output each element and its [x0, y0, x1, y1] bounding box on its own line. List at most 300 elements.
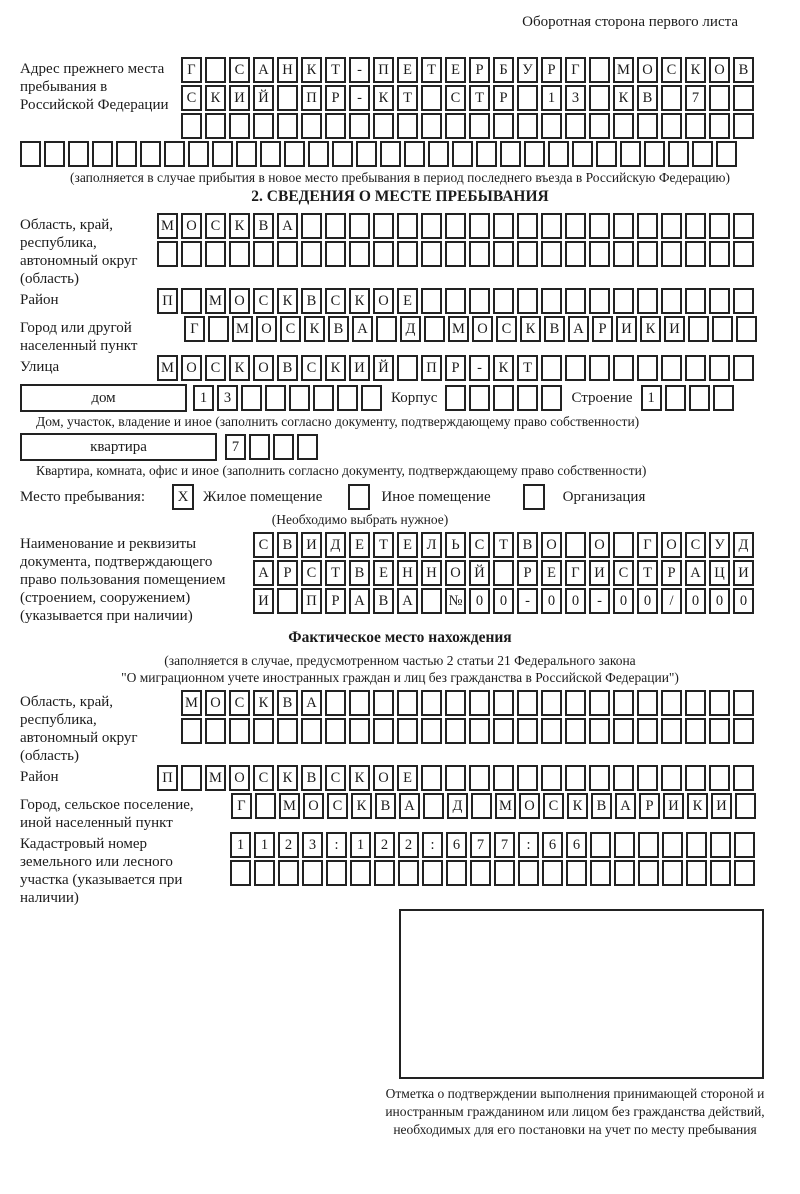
char-cell[interactable] [668, 141, 689, 167]
char-cell[interactable] [445, 718, 466, 744]
char-cell[interactable]: В [277, 355, 298, 381]
char-cell[interactable]: С [205, 355, 226, 381]
char-cell[interactable] [308, 141, 329, 167]
char-cell[interactable] [662, 860, 683, 886]
char-cell[interactable] [302, 860, 323, 886]
char-cell[interactable]: С [253, 532, 274, 558]
char-cell[interactable] [325, 241, 346, 267]
char-cell[interactable]: С [685, 532, 706, 558]
char-cell[interactable]: К [520, 316, 541, 342]
char-cell[interactable]: - [517, 588, 538, 614]
char-cell[interactable] [374, 860, 395, 886]
char-cell[interactable]: О [181, 355, 202, 381]
char-cell[interactable] [181, 765, 202, 791]
char-cell[interactable]: 7 [470, 832, 491, 858]
char-cell[interactable] [349, 241, 370, 267]
char-cell[interactable]: В [277, 690, 298, 716]
char-cell[interactable]: 0 [733, 588, 754, 614]
char-cell[interactable]: С [229, 690, 250, 716]
char-cell[interactable] [620, 141, 641, 167]
char-cell[interactable]: Н [397, 560, 418, 586]
char-cell[interactable] [685, 213, 706, 239]
char-cell[interactable]: К [613, 85, 634, 111]
char-cell[interactable] [397, 718, 418, 744]
char-cell[interactable]: 3 [565, 85, 586, 111]
char-cell[interactable]: К [373, 85, 394, 111]
char-cell[interactable]: 7 [685, 85, 706, 111]
char-cell[interactable] [709, 765, 730, 791]
char-cell[interactable] [589, 288, 610, 314]
char-cell[interactable]: : [326, 832, 347, 858]
char-cell[interactable] [692, 141, 713, 167]
char-cell[interactable]: Г [565, 560, 586, 586]
char-cell[interactable] [493, 718, 514, 744]
char-cell[interactable]: А [253, 560, 274, 586]
char-cell[interactable]: И [664, 316, 685, 342]
char-cell[interactable]: П [301, 85, 322, 111]
char-cell[interactable]: М [181, 690, 202, 716]
char-cell[interactable] [421, 241, 442, 267]
residence-checkbox-residential[interactable]: X [172, 484, 194, 510]
char-cell[interactable] [470, 860, 491, 886]
char-cell[interactable]: В [253, 213, 274, 239]
char-cell[interactable] [517, 113, 538, 139]
char-cell[interactable] [445, 241, 466, 267]
char-cell[interactable]: М [448, 316, 469, 342]
char-cell[interactable] [637, 241, 658, 267]
char-cell[interactable]: С [181, 85, 202, 111]
char-cell[interactable] [685, 355, 706, 381]
char-cell[interactable]: Й [469, 560, 490, 586]
char-cell[interactable] [565, 765, 586, 791]
char-cell[interactable] [398, 860, 419, 886]
char-cell[interactable] [493, 690, 514, 716]
char-cell[interactable]: И [616, 316, 637, 342]
char-cell[interactable] [188, 141, 209, 167]
char-cell[interactable] [445, 765, 466, 791]
char-cell[interactable] [686, 860, 707, 886]
char-cell[interactable] [373, 213, 394, 239]
char-cell[interactable]: О [256, 316, 277, 342]
char-cell[interactable] [614, 860, 635, 886]
char-cell[interactable] [500, 141, 521, 167]
char-cell[interactable] [236, 141, 257, 167]
char-cell[interactable]: С [661, 57, 682, 83]
char-cell[interactable]: Т [397, 85, 418, 111]
char-cell[interactable]: К [687, 793, 708, 819]
char-cell[interactable]: А [349, 588, 370, 614]
char-cell[interactable] [590, 832, 611, 858]
char-cell[interactable] [205, 113, 226, 139]
char-cell[interactable]: 1 [193, 385, 214, 411]
char-cell[interactable] [212, 141, 233, 167]
char-cell[interactable]: С [496, 316, 517, 342]
char-cell[interactable] [518, 860, 539, 886]
char-cell[interactable] [716, 141, 737, 167]
char-cell[interactable] [709, 690, 730, 716]
char-cell[interactable]: - [349, 85, 370, 111]
char-cell[interactable]: Т [469, 85, 490, 111]
char-cell[interactable]: Ь [445, 532, 466, 558]
char-cell[interactable] [517, 765, 538, 791]
char-cell[interactable]: И [589, 560, 610, 586]
char-cell[interactable] [662, 832, 683, 858]
char-cell[interactable]: А [352, 316, 373, 342]
char-cell[interactable]: 6 [566, 832, 587, 858]
char-cell[interactable] [565, 532, 586, 558]
char-cell[interactable]: В [544, 316, 565, 342]
char-cell[interactable] [325, 213, 346, 239]
char-cell[interactable] [517, 288, 538, 314]
char-cell[interactable] [373, 241, 394, 267]
char-cell[interactable] [685, 288, 706, 314]
char-cell[interactable]: 2 [278, 832, 299, 858]
char-cell[interactable] [277, 85, 298, 111]
char-cell[interactable]: Е [349, 532, 370, 558]
char-cell[interactable]: К [640, 316, 661, 342]
char-cell[interactable] [445, 385, 466, 411]
char-cell[interactable]: О [229, 288, 250, 314]
char-cell[interactable]: № [445, 588, 466, 614]
char-cell[interactable] [428, 141, 449, 167]
char-cell[interactable]: И [349, 355, 370, 381]
char-cell[interactable] [661, 355, 682, 381]
char-cell[interactable] [733, 113, 754, 139]
char-cell[interactable] [380, 141, 401, 167]
char-cell[interactable] [277, 588, 298, 614]
char-cell[interactable]: И [663, 793, 684, 819]
char-cell[interactable] [541, 241, 562, 267]
char-cell[interactable] [661, 718, 682, 744]
char-cell[interactable] [733, 288, 754, 314]
char-cell[interactable]: О [303, 793, 324, 819]
char-cell[interactable] [471, 793, 492, 819]
char-cell[interactable]: Б [493, 57, 514, 83]
char-cell[interactable] [205, 57, 226, 83]
char-cell[interactable] [637, 690, 658, 716]
char-cell[interactable]: А [615, 793, 636, 819]
char-cell[interactable] [301, 718, 322, 744]
char-cell[interactable]: П [421, 355, 442, 381]
char-cell[interactable]: С [253, 288, 274, 314]
char-cell[interactable]: Т [373, 532, 394, 558]
char-cell[interactable]: П [157, 765, 178, 791]
char-cell[interactable] [713, 385, 734, 411]
char-cell[interactable] [469, 690, 490, 716]
char-cell[interactable]: 0 [685, 588, 706, 614]
char-cell[interactable] [686, 832, 707, 858]
char-cell[interactable]: К [351, 793, 372, 819]
char-cell[interactable] [205, 241, 226, 267]
char-cell[interactable] [469, 113, 490, 139]
char-cell[interactable]: 0 [541, 588, 562, 614]
char-cell[interactable]: П [157, 288, 178, 314]
char-cell[interactable]: 7 [225, 434, 246, 460]
char-cell[interactable]: 1 [641, 385, 662, 411]
char-cell[interactable] [637, 113, 658, 139]
char-cell[interactable] [445, 288, 466, 314]
char-cell[interactable] [613, 355, 634, 381]
char-cell[interactable] [735, 793, 756, 819]
char-cell[interactable]: К [325, 355, 346, 381]
char-cell[interactable]: 0 [613, 588, 634, 614]
char-cell[interactable] [424, 316, 445, 342]
char-cell[interactable] [92, 141, 113, 167]
char-cell[interactable] [685, 690, 706, 716]
char-cell[interactable] [277, 113, 298, 139]
char-cell[interactable] [421, 85, 442, 111]
char-cell[interactable] [638, 860, 659, 886]
char-cell[interactable] [733, 718, 754, 744]
char-cell[interactable]: Р [592, 316, 613, 342]
char-cell[interactable] [689, 385, 710, 411]
char-cell[interactable] [613, 765, 634, 791]
char-cell[interactable] [589, 765, 610, 791]
char-cell[interactable]: С [229, 57, 250, 83]
char-cell[interactable]: Т [493, 532, 514, 558]
char-cell[interactable]: В [301, 765, 322, 791]
char-cell[interactable] [44, 141, 65, 167]
char-cell[interactable] [397, 241, 418, 267]
char-cell[interactable]: М [157, 355, 178, 381]
char-cell[interactable] [493, 213, 514, 239]
char-cell[interactable] [644, 141, 665, 167]
char-cell[interactable] [469, 241, 490, 267]
char-cell[interactable] [613, 213, 634, 239]
char-cell[interactable] [350, 860, 371, 886]
char-cell[interactable]: С [301, 355, 322, 381]
char-cell[interactable]: Е [397, 765, 418, 791]
char-cell[interactable]: Р [639, 793, 660, 819]
char-cell[interactable]: К [277, 288, 298, 314]
residence-checkbox-organization[interactable] [523, 484, 545, 510]
char-cell[interactable] [542, 860, 563, 886]
char-cell[interactable]: А [399, 793, 420, 819]
char-cell[interactable]: С [253, 765, 274, 791]
char-cell[interactable] [541, 718, 562, 744]
char-cell[interactable] [613, 690, 634, 716]
char-cell[interactable]: Н [421, 560, 442, 586]
char-cell[interactable]: Й [253, 85, 274, 111]
char-cell[interactable] [638, 832, 659, 858]
char-cell[interactable]: М [495, 793, 516, 819]
char-cell[interactable]: М [205, 765, 226, 791]
char-cell[interactable] [709, 85, 730, 111]
char-cell[interactable] [661, 113, 682, 139]
char-cell[interactable]: Н [277, 57, 298, 83]
char-cell[interactable] [517, 241, 538, 267]
char-cell[interactable]: Е [373, 560, 394, 586]
char-cell[interactable] [249, 434, 270, 460]
char-cell[interactable] [548, 141, 569, 167]
char-cell[interactable] [397, 690, 418, 716]
char-cell[interactable]: Р [517, 560, 538, 586]
char-cell[interactable]: К [567, 793, 588, 819]
char-cell[interactable] [349, 213, 370, 239]
char-cell[interactable]: И [253, 588, 274, 614]
char-cell[interactable] [349, 690, 370, 716]
char-cell[interactable] [665, 385, 686, 411]
char-cell[interactable] [277, 241, 298, 267]
char-cell[interactable]: Р [325, 85, 346, 111]
char-cell[interactable] [589, 113, 610, 139]
char-cell[interactable]: А [568, 316, 589, 342]
char-cell[interactable] [613, 113, 634, 139]
char-cell[interactable]: Г [637, 532, 658, 558]
char-cell[interactable] [572, 141, 593, 167]
char-cell[interactable] [541, 288, 562, 314]
char-cell[interactable] [733, 690, 754, 716]
char-cell[interactable]: - [349, 57, 370, 83]
char-cell[interactable]: П [373, 57, 394, 83]
char-cell[interactable]: К [205, 85, 226, 111]
char-cell[interactable]: К [229, 355, 250, 381]
char-cell[interactable] [709, 113, 730, 139]
char-cell[interactable] [733, 241, 754, 267]
char-cell[interactable] [421, 690, 442, 716]
char-cell[interactable]: С [469, 532, 490, 558]
char-cell[interactable] [709, 213, 730, 239]
char-cell[interactable]: 3 [302, 832, 323, 858]
char-cell[interactable] [589, 718, 610, 744]
char-cell[interactable] [373, 113, 394, 139]
char-cell[interactable]: О [709, 57, 730, 83]
char-cell[interactable]: С [280, 316, 301, 342]
char-cell[interactable] [253, 718, 274, 744]
char-cell[interactable]: Р [445, 355, 466, 381]
char-cell[interactable] [589, 213, 610, 239]
char-cell[interactable] [325, 113, 346, 139]
char-cell[interactable] [116, 141, 137, 167]
char-cell[interactable] [541, 355, 562, 381]
char-cell[interactable]: - [589, 588, 610, 614]
char-cell[interactable]: М [232, 316, 253, 342]
char-cell[interactable]: О [541, 532, 562, 558]
char-cell[interactable]: Р [325, 588, 346, 614]
char-cell[interactable] [493, 241, 514, 267]
char-cell[interactable]: К [349, 288, 370, 314]
char-cell[interactable]: Е [397, 288, 418, 314]
char-cell[interactable] [140, 141, 161, 167]
char-cell[interactable] [517, 718, 538, 744]
char-cell[interactable] [590, 860, 611, 886]
char-cell[interactable]: Д [400, 316, 421, 342]
char-cell[interactable]: О [181, 213, 202, 239]
char-cell[interactable] [613, 532, 634, 558]
char-cell[interactable]: Р [493, 85, 514, 111]
char-cell[interactable]: П [301, 588, 322, 614]
char-cell[interactable] [284, 141, 305, 167]
char-cell[interactable] [493, 113, 514, 139]
char-cell[interactable]: М [279, 793, 300, 819]
char-cell[interactable] [229, 113, 250, 139]
char-cell[interactable] [517, 690, 538, 716]
char-cell[interactable] [325, 690, 346, 716]
char-cell[interactable]: И [733, 560, 754, 586]
char-cell[interactable]: А [277, 213, 298, 239]
char-cell[interactable]: И [711, 793, 732, 819]
char-cell[interactable]: Т [421, 57, 442, 83]
char-cell[interactable]: 2 [374, 832, 395, 858]
char-cell[interactable] [709, 355, 730, 381]
char-cell[interactable]: Г [565, 57, 586, 83]
char-cell[interactable] [661, 690, 682, 716]
char-cell[interactable] [469, 288, 490, 314]
char-cell[interactable]: А [253, 57, 274, 83]
char-cell[interactable] [517, 85, 538, 111]
char-cell[interactable] [361, 385, 382, 411]
char-cell[interactable] [157, 241, 178, 267]
char-cell[interactable]: 6 [446, 832, 467, 858]
char-cell[interactable] [589, 355, 610, 381]
char-cell[interactable] [685, 718, 706, 744]
char-cell[interactable] [301, 113, 322, 139]
char-cell[interactable]: У [517, 57, 538, 83]
char-cell[interactable]: Д [733, 532, 754, 558]
char-cell[interactable]: / [661, 588, 682, 614]
char-cell[interactable]: Е [397, 57, 418, 83]
char-cell[interactable]: О [637, 57, 658, 83]
char-cell[interactable]: А [397, 588, 418, 614]
char-cell[interactable] [494, 860, 515, 886]
char-cell[interactable] [589, 690, 610, 716]
char-cell[interactable]: И [229, 85, 250, 111]
char-cell[interactable] [397, 355, 418, 381]
char-cell[interactable]: О [661, 532, 682, 558]
char-cell[interactable] [356, 141, 377, 167]
char-cell[interactable] [469, 213, 490, 239]
char-cell[interactable] [301, 213, 322, 239]
char-cell[interactable]: 1 [254, 832, 275, 858]
char-cell[interactable] [397, 213, 418, 239]
char-cell[interactable]: 3 [217, 385, 238, 411]
char-cell[interactable]: И [301, 532, 322, 558]
char-cell[interactable]: Е [445, 57, 466, 83]
char-cell[interactable] [661, 213, 682, 239]
char-cell[interactable]: К [304, 316, 325, 342]
char-cell[interactable] [469, 385, 490, 411]
char-cell[interactable] [445, 690, 466, 716]
char-cell[interactable] [421, 113, 442, 139]
char-cell[interactable] [349, 113, 370, 139]
char-cell[interactable]: С [301, 560, 322, 586]
char-cell[interactable]: - [469, 355, 490, 381]
char-cell[interactable]: Т [325, 560, 346, 586]
char-cell[interactable]: Т [517, 355, 538, 381]
char-cell[interactable]: 1 [350, 832, 371, 858]
char-cell[interactable]: О [205, 690, 226, 716]
char-cell[interactable]: О [519, 793, 540, 819]
char-cell[interactable] [229, 241, 250, 267]
char-cell[interactable] [517, 385, 538, 411]
char-cell[interactable]: В [301, 288, 322, 314]
char-cell[interactable] [373, 690, 394, 716]
char-cell[interactable] [229, 718, 250, 744]
char-cell[interactable]: К [253, 690, 274, 716]
char-cell[interactable] [452, 141, 473, 167]
char-cell[interactable] [688, 316, 709, 342]
char-cell[interactable] [278, 860, 299, 886]
char-cell[interactable] [181, 718, 202, 744]
char-cell[interactable] [421, 213, 442, 239]
char-cell[interactable] [565, 690, 586, 716]
char-cell[interactable] [712, 316, 733, 342]
char-cell[interactable]: У [709, 532, 730, 558]
char-cell[interactable] [469, 765, 490, 791]
char-cell[interactable]: К [277, 765, 298, 791]
char-cell[interactable] [230, 860, 251, 886]
char-cell[interactable]: 0 [637, 588, 658, 614]
